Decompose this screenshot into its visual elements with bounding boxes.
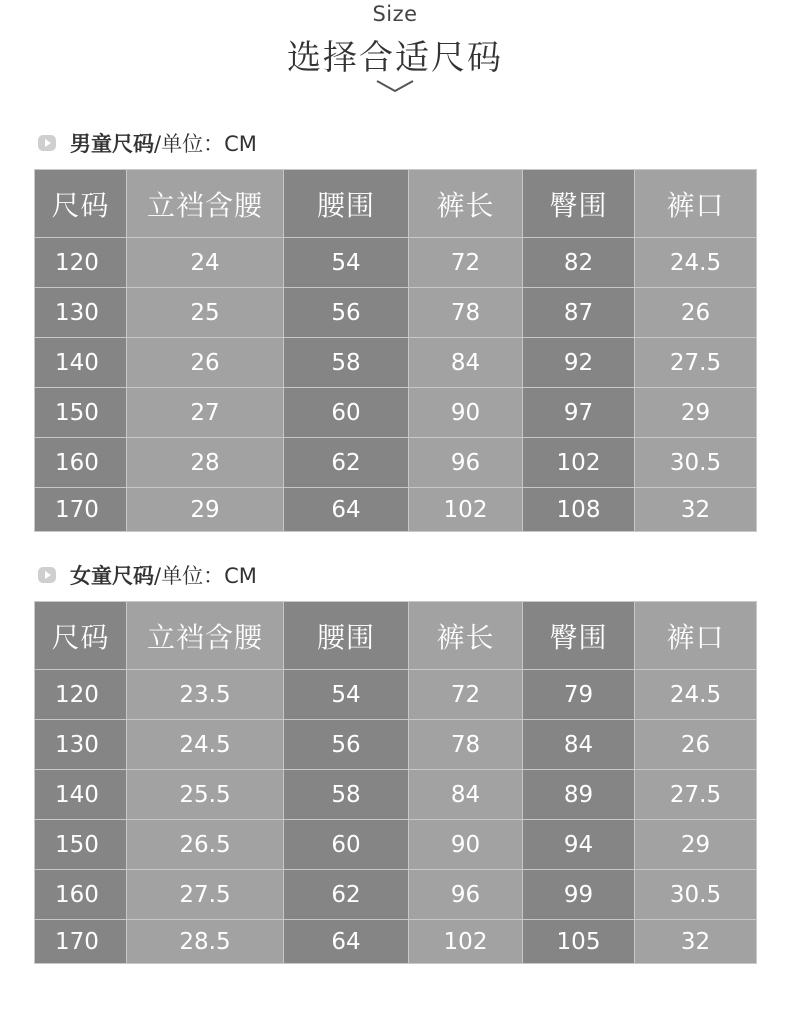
table-cell: 23.5 bbox=[127, 670, 284, 720]
table-cell: 84 bbox=[409, 770, 523, 820]
table-cell: 60 bbox=[284, 388, 409, 438]
table-cell: 150 bbox=[35, 820, 127, 870]
table-cell: 102 bbox=[409, 488, 523, 532]
table-cell: 160 bbox=[35, 870, 127, 920]
column-header: 尺码 bbox=[35, 602, 127, 670]
play-icon bbox=[38, 567, 56, 583]
table-cell: 27.5 bbox=[635, 770, 757, 820]
column-header: 尺码 bbox=[35, 170, 127, 238]
column-header: 臀围 bbox=[523, 602, 635, 670]
table-cell: 30.5 bbox=[635, 870, 757, 920]
table-cell: 84 bbox=[523, 720, 635, 770]
table-row bbox=[35, 920, 757, 964]
table-cell: 170 bbox=[35, 920, 127, 964]
table-cell: 26 bbox=[635, 288, 757, 338]
table-cell: 32 bbox=[635, 920, 757, 964]
play-icon bbox=[38, 135, 56, 151]
table-cell: 120 bbox=[35, 238, 127, 288]
table-cell: 56 bbox=[284, 720, 409, 770]
table-row bbox=[35, 820, 757, 870]
table-cell: 94 bbox=[523, 820, 635, 870]
table-cell: 92 bbox=[523, 338, 635, 388]
table-row bbox=[35, 238, 757, 288]
table-row bbox=[35, 388, 757, 438]
table-cell: 30.5 bbox=[635, 438, 757, 488]
table-cell: 96 bbox=[409, 438, 523, 488]
column-header: 裤长 bbox=[409, 602, 523, 670]
column-header: 腰围 bbox=[284, 170, 409, 238]
table-cell: 120 bbox=[35, 670, 127, 720]
table-cell: 24.5 bbox=[635, 670, 757, 720]
table-cell: 27 bbox=[127, 388, 284, 438]
header-title-cn: 选择合适尺码 bbox=[287, 38, 503, 78]
table-cell: 64 bbox=[284, 920, 409, 964]
table-cell: 29 bbox=[635, 820, 757, 870]
column-header: 裤口 bbox=[635, 602, 757, 670]
table-row bbox=[35, 438, 757, 488]
column-header: 立裆含腰 bbox=[127, 602, 284, 670]
table-row bbox=[35, 288, 757, 338]
column-header: 裤口 bbox=[635, 170, 757, 238]
table-cell: 24.5 bbox=[127, 720, 284, 770]
table-cell: 26 bbox=[635, 720, 757, 770]
table-cell: 26.5 bbox=[127, 820, 284, 870]
column-header: 裤长 bbox=[409, 170, 523, 238]
table-cell: 90 bbox=[409, 820, 523, 870]
table-cell: 24.5 bbox=[635, 238, 757, 288]
table-cell: 28.5 bbox=[127, 920, 284, 964]
table-row bbox=[35, 870, 757, 920]
column-header: 立裆含腰 bbox=[127, 170, 284, 238]
table-cell: 58 bbox=[284, 770, 409, 820]
table-row bbox=[35, 670, 757, 720]
header-title-en: Size bbox=[372, 2, 418, 26]
table-cell: 90 bbox=[409, 388, 523, 438]
table-cell: 130 bbox=[35, 288, 127, 338]
table-cell: 89 bbox=[523, 770, 635, 820]
table-cell: 160 bbox=[35, 438, 127, 488]
table-header-row bbox=[35, 170, 757, 238]
boys-section-title bbox=[38, 130, 257, 158]
table-cell: 84 bbox=[409, 338, 523, 388]
column-header: 腰围 bbox=[284, 602, 409, 670]
table-cell: 26 bbox=[127, 338, 284, 388]
table-cell: 62 bbox=[284, 438, 409, 488]
table-cell: 25 bbox=[127, 288, 284, 338]
girls-section-title bbox=[38, 562, 257, 590]
table-cell: 97 bbox=[523, 388, 635, 438]
chevron-down-icon bbox=[0, 78, 790, 100]
table-cell: 78 bbox=[409, 720, 523, 770]
table-cell: 96 bbox=[409, 870, 523, 920]
girls-label: 女童尺码 bbox=[70, 564, 154, 588]
table-cell: 24 bbox=[127, 238, 284, 288]
table-cell: 56 bbox=[284, 288, 409, 338]
girls-size-table bbox=[34, 601, 757, 964]
table-row bbox=[35, 770, 757, 820]
table-cell: 29 bbox=[635, 388, 757, 438]
table-cell: 79 bbox=[523, 670, 635, 720]
table-cell: 32 bbox=[635, 488, 757, 532]
table-row bbox=[35, 338, 757, 388]
table-cell: 108 bbox=[523, 488, 635, 532]
table-cell: 27.5 bbox=[635, 338, 757, 388]
table-cell: 150 bbox=[35, 388, 127, 438]
table-cell: 82 bbox=[523, 238, 635, 288]
table-cell: 54 bbox=[284, 670, 409, 720]
unit-label: /单位：CM bbox=[154, 564, 257, 588]
table-cell: 54 bbox=[284, 238, 409, 288]
table-cell: 25.5 bbox=[127, 770, 284, 820]
table-cell: 72 bbox=[409, 238, 523, 288]
table-cell: 130 bbox=[35, 720, 127, 770]
table-cell: 102 bbox=[523, 438, 635, 488]
table-cell: 78 bbox=[409, 288, 523, 338]
boys-size-table bbox=[34, 169, 757, 532]
table-cell: 60 bbox=[284, 820, 409, 870]
table-cell: 140 bbox=[35, 770, 127, 820]
table-cell: 99 bbox=[523, 870, 635, 920]
table-cell: 140 bbox=[35, 338, 127, 388]
column-header: 臀围 bbox=[523, 170, 635, 238]
table-cell: 27.5 bbox=[127, 870, 284, 920]
table-cell: 87 bbox=[523, 288, 635, 338]
table-cell: 58 bbox=[284, 338, 409, 388]
table-cell: 64 bbox=[284, 488, 409, 532]
table-cell: 72 bbox=[409, 670, 523, 720]
table-cell: 28 bbox=[127, 438, 284, 488]
boys-label: 男童尺码 bbox=[70, 132, 154, 156]
table-cell: 105 bbox=[523, 920, 635, 964]
unit-label: /单位：CM bbox=[154, 132, 257, 156]
table-cell: 170 bbox=[35, 488, 127, 532]
table-row bbox=[35, 488, 757, 532]
table-cell: 62 bbox=[284, 870, 409, 920]
table-cell: 102 bbox=[409, 920, 523, 964]
table-row bbox=[35, 720, 757, 770]
table-cell: 29 bbox=[127, 488, 284, 532]
table-header-row bbox=[35, 602, 757, 670]
